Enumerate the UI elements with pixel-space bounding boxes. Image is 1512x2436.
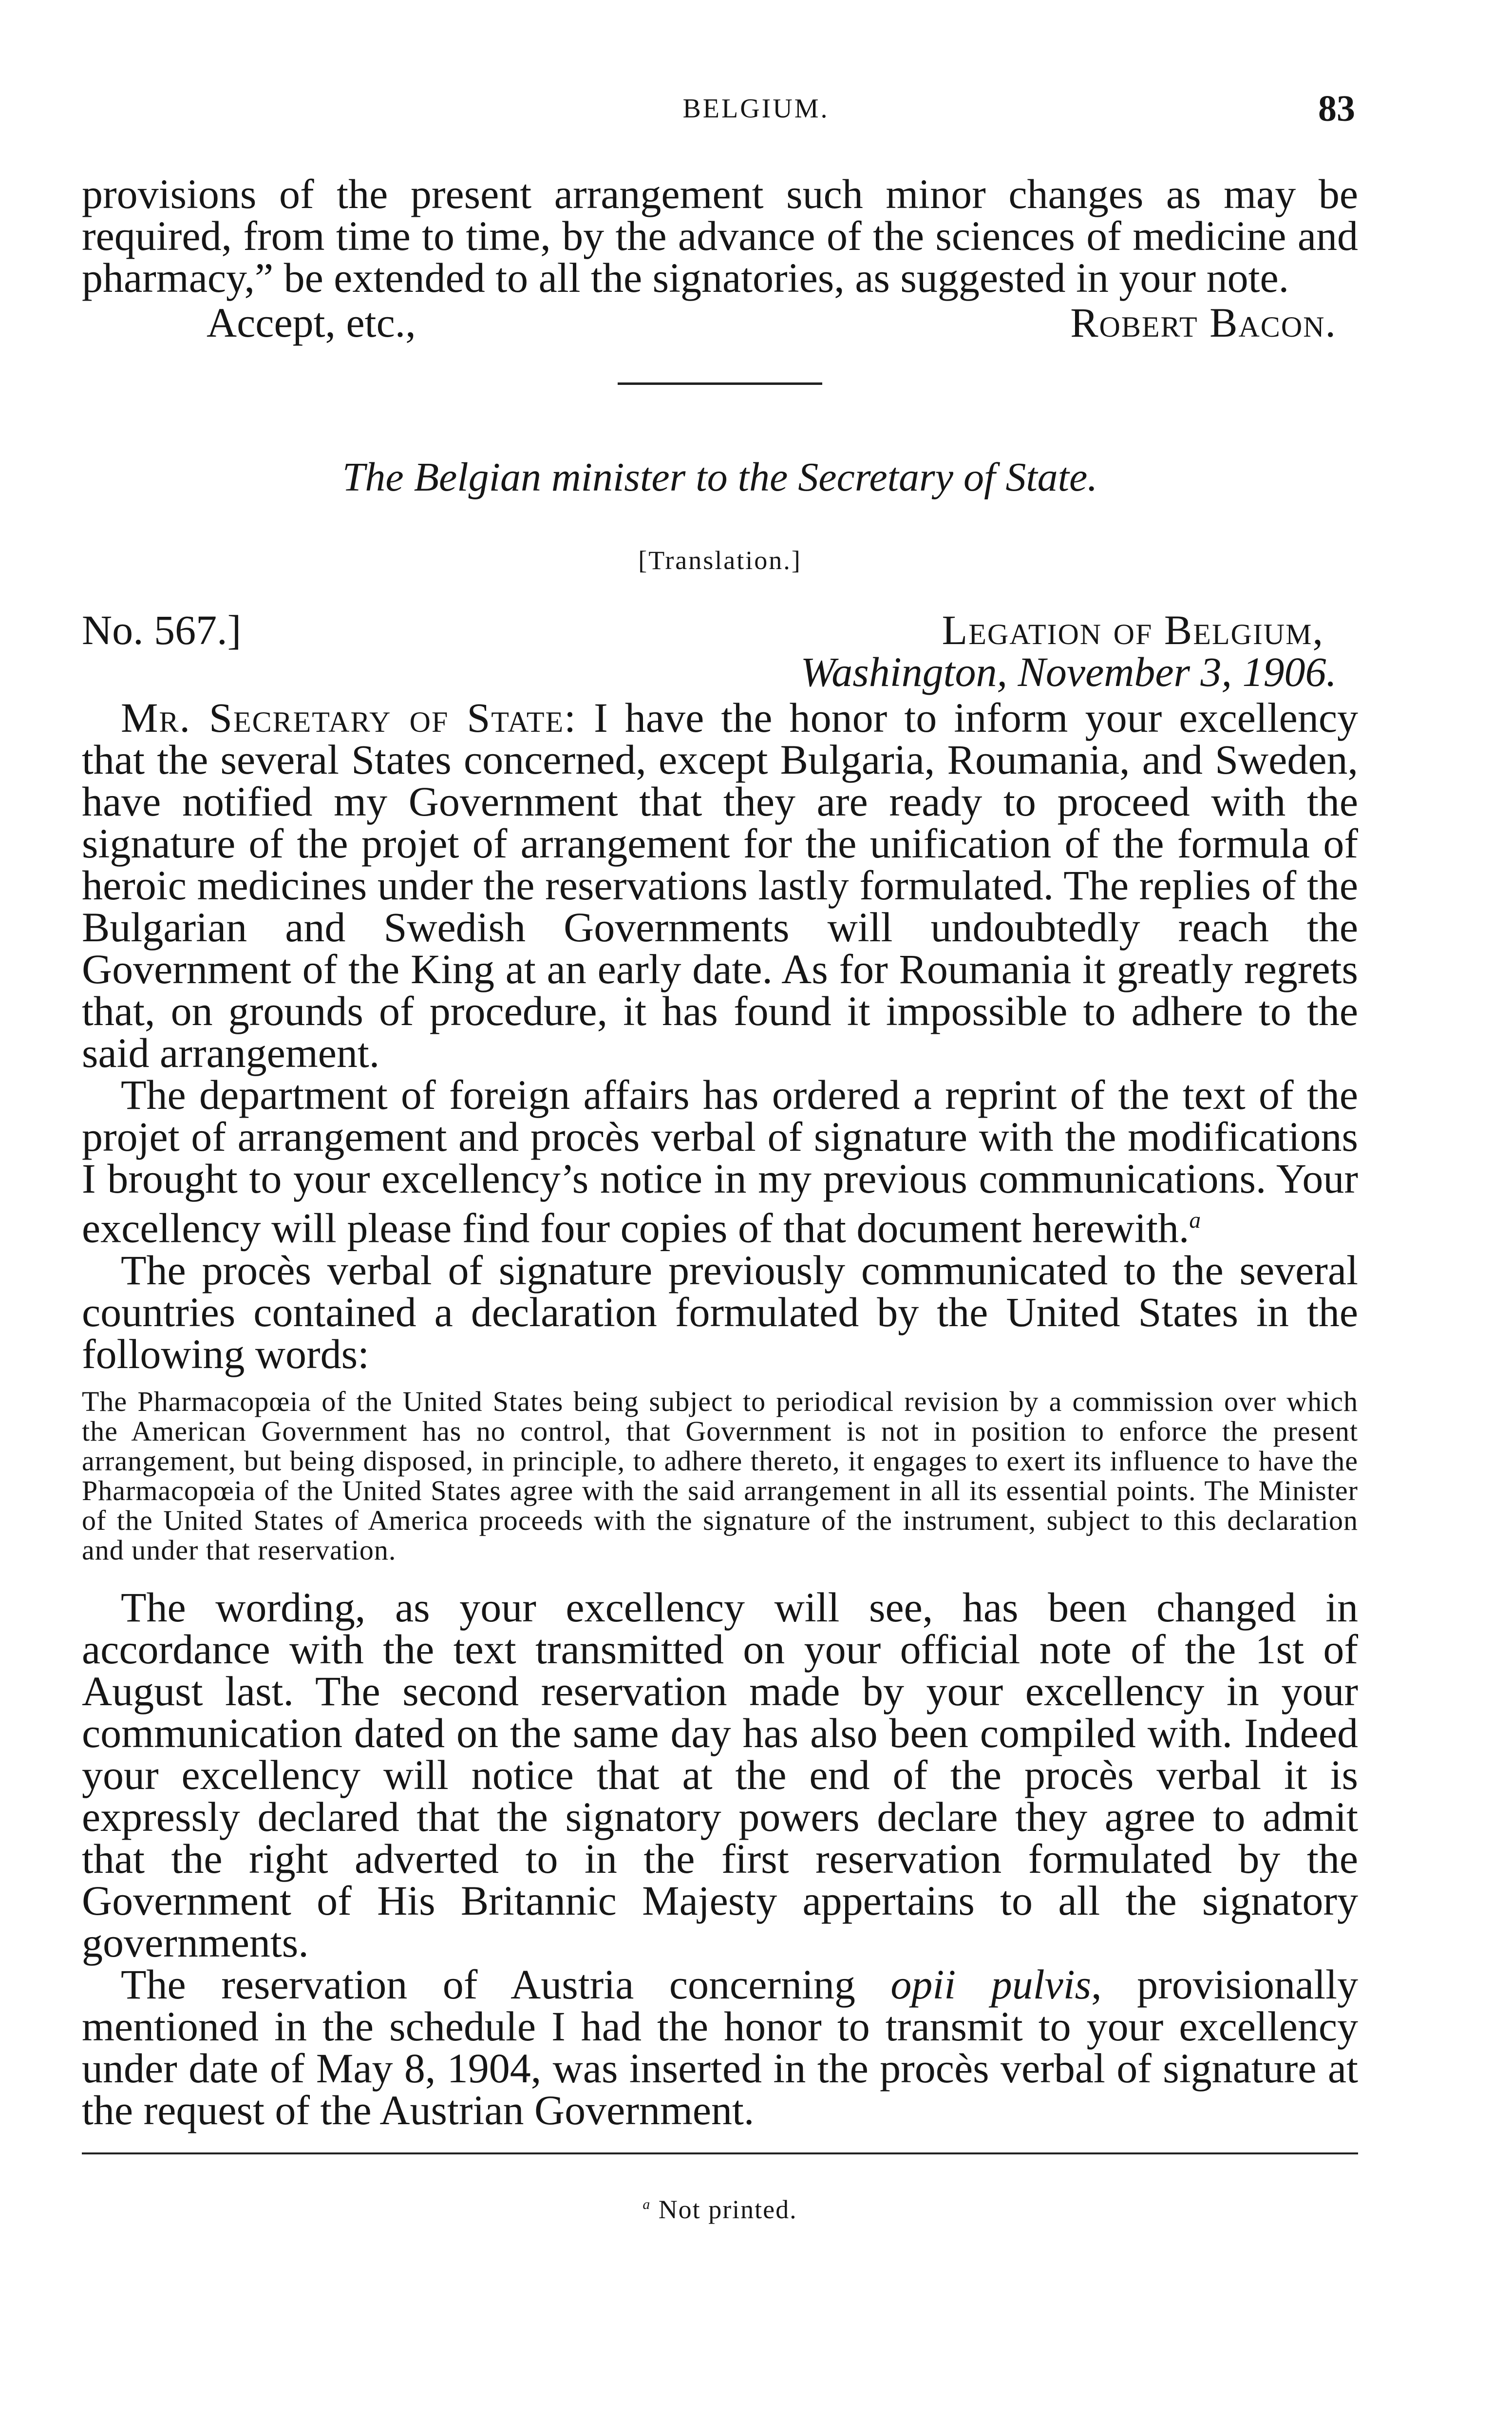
footnote-mark: a [643, 2196, 651, 2212]
paragraph-2 [82, 1071, 1358, 1252]
footnote-rule [82, 2152, 1358, 2154]
opening-paragraph: provisions of the present arrangement such minor changes as may be required, from time to time, by the advance of the sciences of medicine and pharmacy,” be extended to all the signatories, as suggested in your note. [82, 171, 1358, 301]
paragraph-1-text: I have the honor to inform your excellency that the several States concerned, except Bulgaria, Roumania, and Sweden, have notified my Government that they are ready to proceed with the signature of the projet of arrangement for the unification of the formula of heroic medicines under the reservations lastly formulated. The replies of the Bulgarian and Swedish Governments will undoubtedly reach the Government of the King at an early date. As for Roumania it greatly regrets that, on grounds of procedure, it has found it impossible to adhere to the said arrangement. [82, 694, 1358, 1076]
paragraph-1 [82, 694, 1358, 1076]
letter-header [82, 609, 1358, 697]
footnote-reference: a [1189, 1208, 1201, 1233]
salutation: Mr. Secretary of State: [121, 694, 577, 741]
running-head [0, 87, 1512, 131]
paragraph-2-text: The department of foreign affairs has ordered a reprint of the text of the projet of arrangement and procès verbal of signature with the modifications I brought to your excellency’s notice in my previous communications. Your excellency will please find four copies of that document herewith. [82, 1071, 1358, 1252]
signature: Robert Bacon. [1070, 299, 1337, 346]
letter-heading: The Belgian minister to the Secretary of State. [342, 455, 1098, 500]
footnote [82, 2184, 1358, 2230]
closing-line [82, 299, 1358, 348]
letter-place: Legation of Belgium, [942, 607, 1324, 653]
paragraph-5-text-before: The reservation of Austria concerning [121, 1960, 891, 2008]
text-column [82, 173, 1358, 2230]
footnote-text: Not printed. [651, 2194, 797, 2224]
translation-note: [Translation.] [638, 546, 802, 575]
paragraph-3: The procès verbal of signature previously communicated to the several countries contained a declaration formulated by the United States in the following words: [82, 1246, 1358, 1377]
letter-number: No. 567.] [82, 607, 242, 653]
paragraph-4: The wording, as your excellency will see, has been changed in accordance with the text transmitted on your official note of the 1st of August last. The second reservation made by your excellency in your communication dated on the same day has also been compiled with. Indeed your excellency will notice that at the end of the procès verbal it is expressly declared that the signatory powers declare they agree to admit that the right adverted to in the first reservation formulated by the Government of His Britannic Majesty appertains to all the signatory governments. [82, 1583, 1358, 1966]
letter-date: Washington, November 3, 1906. [800, 648, 1337, 695]
section-divider [618, 382, 822, 385]
paragraph-5 [82, 1960, 1359, 2133]
paragraph-5-text-after: , provisionally mentioned in the schedule I had the honor to transmit to your excellency under date of May 8, 1904, was inserted in the procès verbal of signature at the request of the Austrian Government. [82, 1960, 1359, 2133]
running-title: BELGIUM. [682, 94, 830, 124]
closing-formula: Accept, etc., [207, 299, 416, 346]
page-number: 83 [1318, 88, 1355, 129]
block-quotation: The Pharmacopœia of the United States being subject to periodical revision by a commission over which the American Government has no control, that Government is not in position to enforce the present arrangement, but being disposed, in principle, to adhere thereto, it engages to exert its influence to have the Pharmacopœia of the United States agree with the said arrangement in all its essential points. The Minister of the United States of America proceeds with the signature of the instrument, subject to this declaration and under that reservation. [82, 1385, 1358, 1566]
paragraph-5-italic-term: opii pulvis [890, 1960, 1092, 2008]
